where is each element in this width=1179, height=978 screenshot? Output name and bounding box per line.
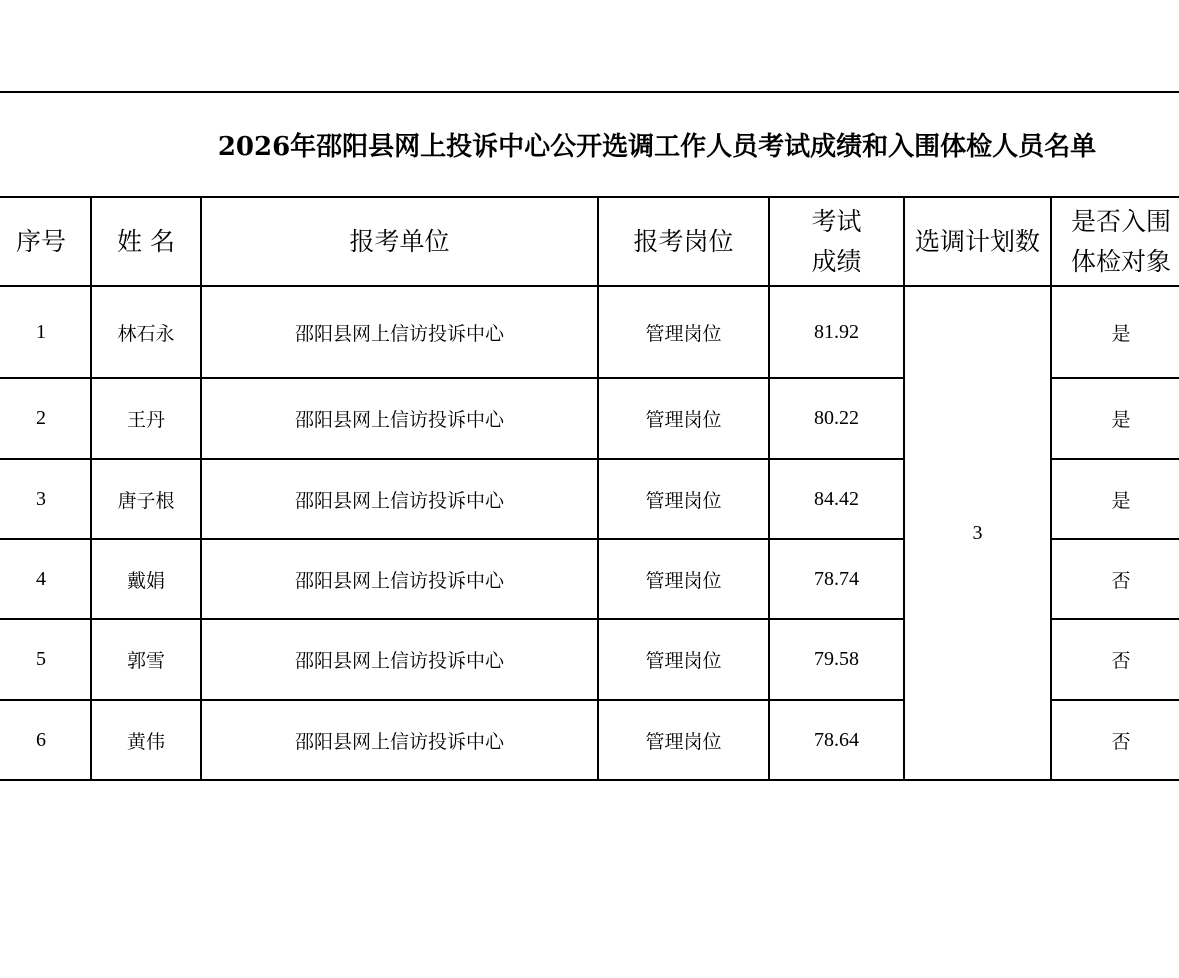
header-score-line1: 考试 — [811, 206, 862, 236]
cell-unit: 邵阳县网上信访投诉中心 — [201, 700, 598, 780]
header-position: 报考岗位 — [598, 197, 769, 286]
cell-index: 3 — [0, 459, 91, 539]
page-title: 2026年邵阳县网上投诉中心公开选调工作人员考试成绩和入围体检人员名单 — [217, 132, 1097, 162]
cell-position: 管理岗位 — [598, 700, 769, 780]
header-shortlist-line1: 是否入围 — [1070, 206, 1171, 236]
cell-score: 81.92 — [769, 286, 904, 378]
cell-name: 林石永 — [91, 286, 201, 378]
cell-shortlisted: 否 — [1051, 539, 1179, 619]
cell-position: 管理岗位 — [598, 378, 769, 459]
cell-unit: 邵阳县网上信访投诉中心 — [201, 619, 598, 700]
cell-score: 80.22 — [769, 378, 904, 459]
header-name: 姓 名 — [91, 197, 201, 286]
cell-unit: 邵阳县网上信访投诉中心 — [201, 286, 598, 378]
cell-score: 79.58 — [769, 619, 904, 700]
cell-score: 78.74 — [769, 539, 904, 619]
cell-name: 唐子根 — [91, 459, 201, 539]
top-divider — [0, 91, 1179, 93]
cell-shortlisted: 是 — [1051, 378, 1179, 459]
cell-score: 84.42 — [769, 459, 904, 539]
cell-shortlisted: 否 — [1051, 619, 1179, 700]
header-score-line2: 成绩 — [811, 246, 862, 276]
cell-index: 5 — [0, 619, 91, 700]
cell-name: 郭雪 — [91, 619, 201, 700]
cell-shortlisted: 否 — [1051, 700, 1179, 780]
cell-index: 1 — [0, 286, 91, 378]
cell-unit: 邵阳县网上信访投诉中心 — [201, 378, 598, 459]
cell-score: 78.64 — [769, 700, 904, 780]
cell-unit: 邵阳县网上信访投诉中心 — [201, 539, 598, 619]
cell-name: 戴娟 — [91, 539, 201, 619]
cell-index: 4 — [0, 539, 91, 619]
results-table — [0, 196, 1179, 781]
cell-name: 王丹 — [91, 378, 201, 459]
header-index: 序号 — [0, 197, 91, 286]
cell-name: 黄伟 — [91, 700, 201, 780]
table-header-row — [0, 197, 1179, 286]
cell-index: 2 — [0, 378, 91, 459]
cell-position: 管理岗位 — [598, 459, 769, 539]
table-row — [0, 286, 1179, 378]
cell-index: 6 — [0, 700, 91, 780]
cell-position: 管理岗位 — [598, 286, 769, 378]
header-plan: 选调计划数 — [904, 197, 1051, 286]
header-unit: 报考单位 — [201, 197, 598, 286]
cell-shortlisted: 是 — [1051, 459, 1179, 539]
cell-position: 管理岗位 — [598, 539, 769, 619]
header-shortlist — [1051, 197, 1179, 286]
cell-plan-count: 3 — [904, 286, 1051, 780]
cell-shortlisted: 是 — [1051, 286, 1179, 378]
header-score — [769, 197, 904, 286]
cell-position: 管理岗位 — [598, 619, 769, 700]
cell-unit: 邵阳县网上信访投诉中心 — [201, 459, 598, 539]
header-shortlist-line2: 体检对象 — [1070, 246, 1171, 276]
